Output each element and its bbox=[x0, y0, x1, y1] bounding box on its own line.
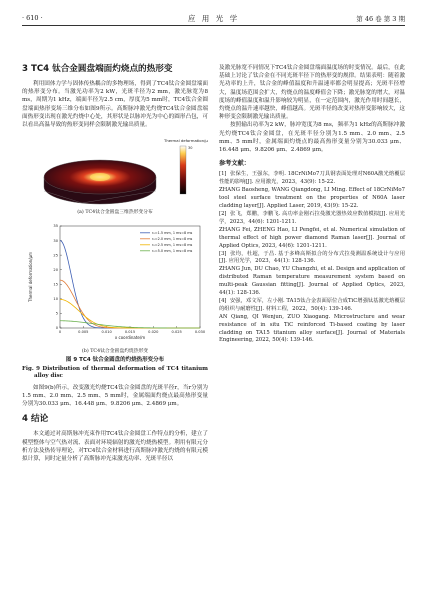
y-tick-label: 5 bbox=[55, 311, 58, 316]
y-tick-label: 15 bbox=[53, 282, 58, 287]
legend-entry: r₀=5.0 mm, 1 ms=8 ms bbox=[152, 249, 193, 254]
header-rule bbox=[22, 25, 405, 26]
colorbar bbox=[180, 146, 186, 194]
reference-text-en: ZHANG Baosheng, WANG Qiangdong, LI Ming. Effect of 18CrNiMo7 tool steel surface treatment on the properties of N60A laser cladding layer[J]. Applied Laser, 2019, 43(9): 15-22. bbox=[219, 187, 405, 210]
x-tick-label: 0.005 bbox=[78, 330, 89, 335]
section-4-paragraph-2: 按照输出功率为2 kW，脉冲宽度为8 ms，频率为1 kHz的高斯脉冲激光灼烧TC4钛合金圆盘，在光斑半径分别为1.5 mm、2.0 mm、2.5 mm、5 mm时，金属端面灼烧点的最高热形变量分别为30.033 μm、16.448 μm、9.8206 μm、2.4869 μm。 bbox=[219, 122, 405, 154]
y-tick-label: 25 bbox=[53, 253, 58, 258]
reference-number: [1] bbox=[219, 171, 227, 178]
section-3-paragraph-1: 利用固体力学与固体传热耦合的多物理场，得到了TC4钛合金圆盘端面的热形变分布。当激光功率为2 kW，光斑半径为2 mm，激光脉宽为8 ms，周期为1 kHz，端面半径为2.5 cm，厚度为5 mm时，TC4钛合金圆盘端面热形变场三维分布如图9所示。高斯脉冲激光灼烧TC4钛合金圆盘端面热形变出现在激光灼烧中心处，其形状是以脉冲光为中心的圆形凸包，可以看出高温导致的热形变同样会限制激光输出质量。 bbox=[22, 81, 208, 129]
figure-9-caption-en: Fig. 9 Distribution of thermal deformation of TC4 titanium alloy disc bbox=[22, 365, 208, 380]
right-column bbox=[219, 64, 405, 345]
legend-entry: r₀=2.5 mm, 1 ms=8 ms bbox=[152, 243, 193, 248]
series-line bbox=[60, 321, 200, 328]
section-4-title: 4 结论 bbox=[22, 414, 49, 425]
figure-9a-caption: (a) TC4钛合金圆盘三维热形变分布 bbox=[77, 210, 153, 216]
legend-entry: r₀=1.5 mm, 1 ms=8 ms bbox=[152, 231, 193, 236]
reference-item bbox=[219, 251, 405, 267]
x-axis-label: x coordinate/m bbox=[114, 335, 146, 341]
y-tick-label: 35 bbox=[53, 224, 58, 229]
journal-name: 应 用 光 学 bbox=[187, 14, 240, 23]
reference-item bbox=[219, 171, 405, 187]
figure-9-caption-cn: 图 9 TC4 钛合金圆盘的灼烧热形变分布 bbox=[65, 357, 165, 364]
references-title: 参考文献： bbox=[219, 160, 250, 168]
reference-number: [2] bbox=[219, 210, 227, 217]
disc-3d bbox=[44, 160, 156, 204]
section-3-title: 3 TC4 钛合金圆盘端面灼烧点的热形变 bbox=[22, 64, 173, 74]
reference-text-en: ZHANG Fei, ZHENG Hao, LI Pengfei, et al. Numerical simulation of thermal effect of high power diamond Raman laser[J]. Journal of Applied Optics, 2023, 44(6): 1201-1211. bbox=[219, 226, 405, 249]
reference-text-cn: 张保生，王强东，李明. 18CrNiMo7刀具钢表面处理对N60A激光熔覆层性能的影响[J]. 应用激光，2023，43(9): 15-22. bbox=[219, 171, 405, 186]
figure-9a-3d-plot bbox=[22, 133, 208, 209]
colorbar-max: 30 bbox=[188, 146, 193, 151]
running-header bbox=[22, 10, 405, 24]
page-number: · 610 · bbox=[22, 14, 43, 22]
reference-text-en: AN Qiang, QI Wenjun, ZUO Xiaogang. Microstructure and wear resistance of in situ TiC reinforced Ti-based coating by laser cladding on TA15 titanium alloy surface[J]. Journal of Materials Engineering, 2022, 50(4): 139-146. bbox=[219, 313, 405, 344]
left-column bbox=[22, 64, 208, 463]
reference-text-cn: 安强，邓文军，左小刚. TA15钛合金表面原位合成TiC增强钛基激光熔覆层的组织与耐磨性[J]. 材料工程，2022，50(4): 139-146. bbox=[219, 297, 405, 312]
reference-text-cn: 张均，杜超，于昌. 基于多峰高斯拟合的分布式拉曼测温系统设计与应用[J]. 应用光学，2023，44(1): 128-136. bbox=[219, 250, 405, 265]
reference-text-cn: 张飞，郑鹏，李鹏飞. 高功率金刚石拉曼激光器热效应数值模拟[J]. 应用光学，2023，44(6): 1201-1211. bbox=[219, 210, 405, 225]
x-tick-label: 0.025 bbox=[171, 330, 182, 335]
section-4-paragraph-1: 本文通过对高斯脉冲光束作用TC4钛合金圆盘工作特点的分析，建立了模型整体与空气热对流、表面对环境辐射的激光灼烧热模型。利用有限元分析方法及热传导理论，对TC4钛合金材料进行高斯脉冲激光灼烧的有限元模拟计算，同时定量分析了高斯脉冲光束激光功率、光斑半径以 bbox=[22, 431, 208, 462]
reference-number: [3] bbox=[219, 250, 227, 257]
y-tick-label: 30 bbox=[53, 238, 58, 243]
y-tick-label: 0 bbox=[55, 326, 58, 331]
y-axis-label: Thermal deformation/μm bbox=[28, 252, 33, 303]
series-line bbox=[60, 241, 200, 329]
section-3-paragraph-2: 如图9(b)所示，改变激光灼烧TC4钛合金圆盘的光斑半径r，当r分别为1.5 mm、2.0 mm、2.5 mm、5 mm时，金属端面灼烧点最高热形变量分别为30.033 μm、16.448 μm、9.8206 μm、2.4869 μm。 bbox=[22, 384, 208, 408]
colorbar-label: Thermal deformation/μm bbox=[164, 138, 208, 144]
x-tick-label: 0.020 bbox=[148, 330, 159, 335]
figure-9-caption bbox=[22, 357, 208, 381]
y-tick-label: 10 bbox=[53, 297, 58, 302]
series-line bbox=[60, 280, 200, 328]
x-tick-label: 0.010 bbox=[101, 330, 112, 335]
x-tick-label: 0.015 bbox=[124, 330, 136, 335]
reference-item bbox=[219, 211, 405, 227]
x-tick-label: 0 bbox=[58, 330, 62, 335]
x-tick-label: 0.030 bbox=[194, 330, 206, 335]
section-4-continuation: 及激光脉宽不同情况下TC4钛合金圆盘端面温度场的时变情况。最后，在此基础上讨论了钛合金在不同光斑半径下的热形变的规律。结果表明：随着激光功率的上升，钛合金的峰值温度和升温速率都会明显提高；光斑半径增大，温度场范围会扩大，灼烧点的温度峰值会下降；激光脉宽的增大，对温度场的峰值温度和温升影响较为明显，在一定范围内，激光作用时间越长，灼烧点的温升速率越快，峰值越高。光斑半径的改变对热形变影响较大，这种形变会限制激光输出质量。 bbox=[219, 65, 405, 121]
figure-9b-line-chart bbox=[22, 220, 208, 348]
reference-item bbox=[219, 298, 405, 314]
references-list bbox=[219, 171, 405, 345]
issue-info: 第 46 卷 第 3 期 bbox=[356, 15, 405, 23]
y-tick-label: 20 bbox=[53, 268, 58, 273]
reference-number: [4] bbox=[219, 297, 227, 304]
figure-9b-caption: (b) TC4钛合金圆盘灼烧热形变 bbox=[81, 349, 149, 355]
reference-text-en: ZHANG Jun, DU Chao, YU Changzhi, et al. Design and application of distributed Raman temperature measurement system based on multi-peak Gaussian fitting[J]. Journal of Applied Optics, 2023, 44(1): 128-136. bbox=[219, 266, 405, 297]
legend-entry: r₀=2.0 mm, 1 ms=8 ms bbox=[152, 237, 193, 242]
